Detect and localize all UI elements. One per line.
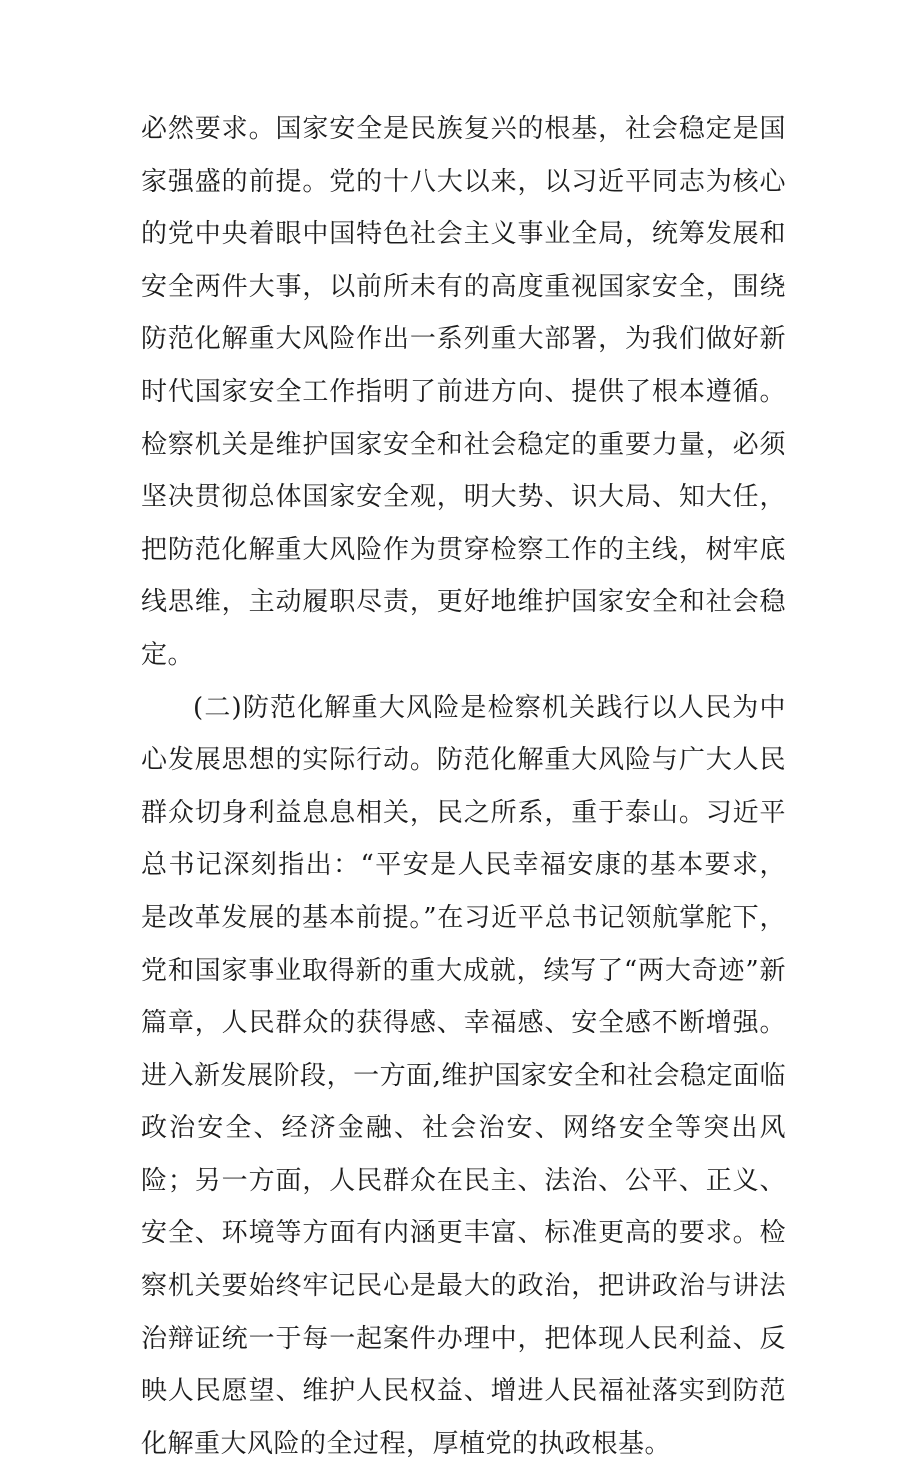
paragraph-section-two: (二)防范化解重大风险是检察机关践行以人民为中心发展思想的实际行动。防范化解重大风险与广大人民群众切身利益息息相关，民之所系，重于泰山。习近平总书记深刻指出：“平安是人民幸福安康的基本要求，是改革发展的基本前提。”在习近平总书记领航掌舵下，党和国家事业取得新的重大成就，续写了“两大奇迹”新篇章，人民群众的获得感、幸福感、安全感不断增强。进入新发展阶段，一方面,维护国家安全和社会稳定面临政治安全、经济金融、社会治安、网络安全等突出风险；另一方面，人民群众在民主、法治、公平、正义、安全、环境等方面有内涵更丰富、标准更高的要求。检察机关要始终牢记民心是最大的政治，把讲政治与讲法治辩证统一于每一起案件办理中，把体现人民利益、反映人民愿望、维护人民权益、增进人民福祉落实到防范化解重大风险的全过程，厚植党的执政根基。 [141,692,786,1459]
paragraph-continuation: 必然要求。国家安全是民族复兴的根基，社会稳定是国家强盛的前提。党的十八大以来，以习近平同志为核心的党中央着眼中国特色社会主义事业全局，统筹发展和安全两件大事，以前所未有的高度重视国家安全，围绕防范化解重大风险作出一系列重大部署，为我们做好新时代国家安全工作指明了前进方向、提供了根本遵循。检察机关是维护国家安全和社会稳定的重要力量，必须坚决贯彻总体国家安全观，明大势、识大局、知大任，把防范化解重大风险作为贯穿检察工作的主线，树牢底线思维，主动履职尽责，更好地维护国家安全和社会稳定。 [141,114,786,670]
document-body [141,103,786,1470]
